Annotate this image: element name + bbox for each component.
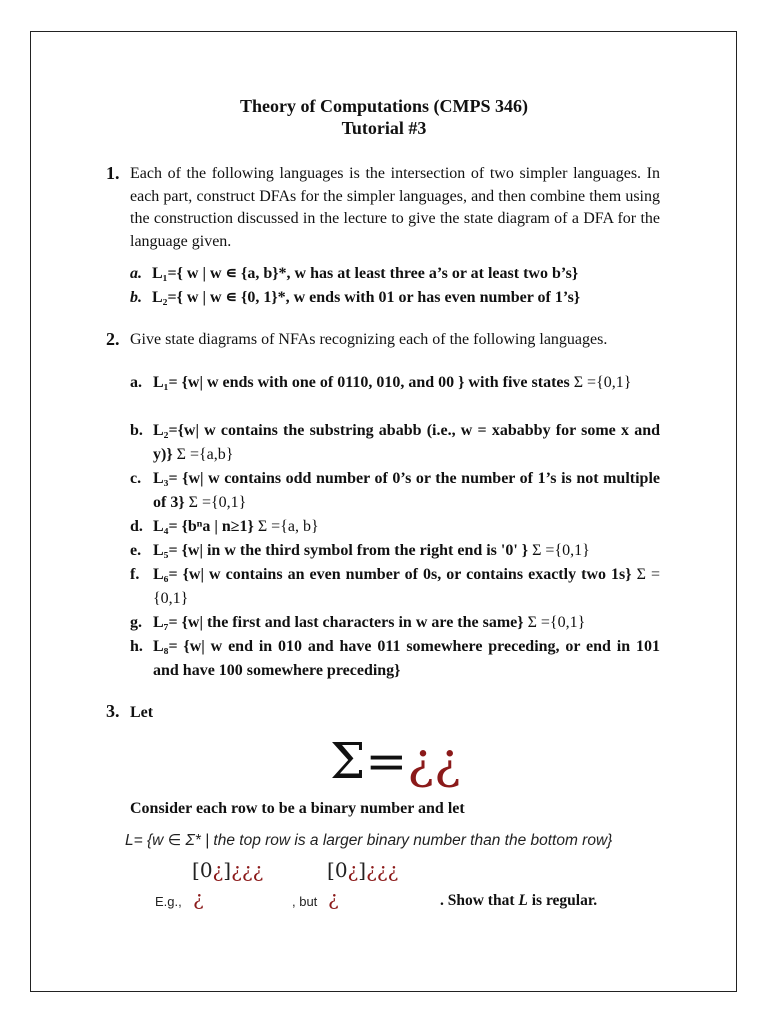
question-1-part-b [130, 286, 660, 310]
question-2-part-b [130, 419, 660, 466]
question-3-let: Let [130, 704, 154, 721]
question-3-number: 3. [106, 701, 120, 721]
show-prefix: . Show that [440, 892, 515, 909]
language-definition: L= {w ∈ Σ* | the top row is a larger binary number than the bottom row} [125, 832, 613, 849]
example-matrix-2 [327, 858, 398, 882]
document-title: Theory of Computations (CMPS 346) [240, 96, 528, 116]
part-text: L₈= {w| w end in 010 and have 011 somewhere preceding, or end in 101 and have 100 somewhere preceding} [153, 638, 660, 679]
question-1-text: Each of the following languages is the intersection of two simpler languages. In each part, construct DFAs for the simpler languages, and then combine them using the construction discussed in the lecture to give the state diagram of a DFA for the language given. [130, 165, 660, 250]
but-label: , but [292, 894, 318, 909]
question-2-part-e [130, 539, 660, 563]
part-text: L₆= {w| w contains an even number of 0s, or contains exactly two 1s} [153, 566, 632, 583]
part-label: b. [130, 422, 143, 439]
alphabet: Σ ={0,1} [573, 374, 632, 391]
part-text: L₅= {w| in w the third symbol from the right end is '0' } [153, 542, 529, 559]
question-2-part-c [130, 467, 660, 514]
question-2-part-g [130, 611, 660, 635]
matrix-2-below: ¿ [328, 886, 339, 910]
part-label: a. [130, 265, 142, 282]
show-regular [440, 892, 597, 910]
sigma-equals: Σ= [330, 732, 408, 790]
part-text: L₇= {w| the first and last characters in w are the same} [153, 614, 524, 631]
question-2-part-f [130, 563, 660, 610]
alphabet: Σ ={a, b} [257, 518, 319, 535]
question-2-part-h [130, 635, 660, 682]
alphabet: Σ ={0,1} [532, 542, 590, 559]
document-subtitle: Tutorial #3 [341, 118, 427, 138]
part-label: g. [130, 614, 142, 631]
part-label: a. [130, 374, 142, 391]
part-text: L₁={ w | w ∊ {a, b}*, w has at least three a’s or at least two b’s} [152, 265, 579, 282]
alphabet: Σ ={0,1} [153, 566, 661, 607]
part-text: L₂={ w | w ∊ {0, 1}*, w ends with 01 or has even number of 1’s} [152, 289, 581, 306]
matrix-top-row: [0¿]¿¿¿ [192, 858, 264, 882]
part-text: L₃= {w| w contains odd number of 0’s or the number of 1’s is not multiple of 3} [153, 470, 660, 511]
matrix-1-below: ¿ [193, 886, 204, 910]
alphabet: Σ ={0,1} [527, 614, 586, 631]
garbled-glyphs: ¿¿ [407, 732, 461, 790]
part-text: L₄= {bⁿa | n≥1} [153, 518, 254, 535]
alphabet: Σ ={0,1} [188, 493, 247, 511]
part-label: d. [130, 518, 143, 535]
question-1-number: 1. [106, 163, 120, 183]
alphabet-definition [330, 732, 461, 790]
question-2-part-a [130, 371, 660, 395]
alphabet: Σ ={a,b} [176, 445, 234, 463]
part-label: e. [130, 542, 142, 559]
part-text: L₂={w| w contains the substring ababb (i.e., w = xababby for some x and y)} [153, 422, 660, 463]
question-1-part-a [130, 262, 660, 286]
part-label: c. [130, 470, 142, 487]
question-2-text: Give state diagrams of NFAs recognizing each of the following languages. [130, 331, 608, 348]
question-2-number: 2. [106, 329, 120, 349]
question-2-part-d [130, 515, 660, 539]
matrix-top-row: [0¿]¿¿¿ [327, 858, 399, 882]
part-text: L₁= {w| w ends with one of 0110, 010, and 00 } with five states [153, 374, 570, 391]
part-label: f. [130, 566, 140, 583]
example-label: E.g., [155, 894, 182, 909]
show-suffix: is regular. [531, 892, 598, 909]
example-matrix-1 [192, 858, 263, 882]
part-label: b. [130, 289, 142, 306]
show-L: L [518, 892, 528, 909]
question-3-consider: Consider each row to be a binary number and let [130, 800, 465, 817]
part-label: h. [130, 638, 143, 655]
